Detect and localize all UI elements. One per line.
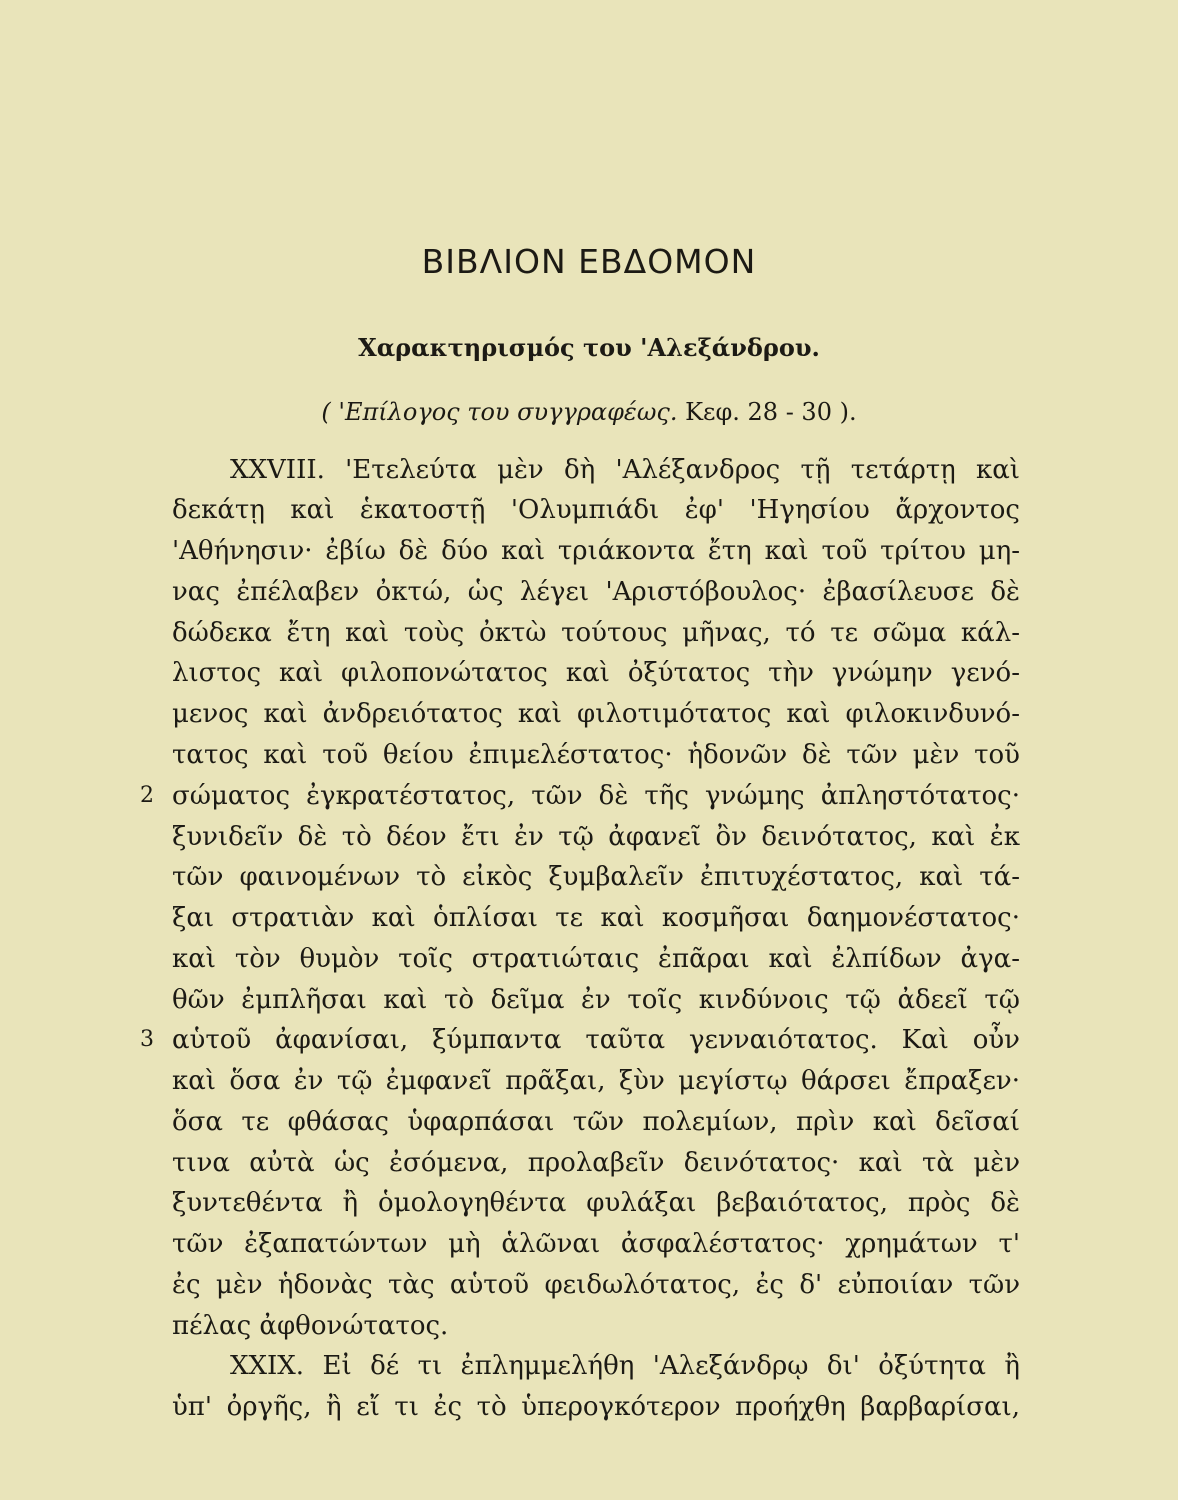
text-line: 'Αθήνησιν· ἐβίω δὲ δύο καὶ τριάκοντα ἔτη καὶ τοῦ τρίτου μη- — [172, 536, 1020, 566]
section-marker: 3 — [140, 1027, 154, 1052]
text-line: ξυνιδεῖν δὲ τὸ δέον ἔτι ἐν τῷ ἀφανεῖ ὂν δεινότατος, καὶ ἐκ — [172, 822, 1020, 852]
text-line: ξαι στρατιὰν καὶ ὁπλίσαι τε καὶ κοσμῆσαι δαημονέστατος· — [172, 903, 1020, 933]
text-line: σώματος ἐγκρατέστατος, τῶν δὲ τῆς γνώμης ἀπληστότατος· — [172, 781, 1020, 811]
text-line: XXIX. Εἰ δέ τι ἐπλημμελήθη 'Αλεξάνδρῳ δι' ὀξύτητα ἢ — [230, 1351, 1020, 1381]
text-line: ἐς μὲν ἡδονὰς τὰς αὑτοῦ φειδωλότατος, ἐς δ' εὐποιίαν τῶν — [172, 1270, 1020, 1300]
text-line: καὶ τὸν θυμὸν τοῖς στρατιώταις ἐπᾶραι καὶ ἐλπίδων ἀγα- — [172, 944, 1020, 974]
text-line: τινα αὐτὰ ὡς ἐσόμενα, προλαβεῖν δεινότατος· καὶ τὰ μὲν — [172, 1148, 1020, 1178]
text-line: θῶν ἐμπλῆσαι καὶ τὸ δεῖμα ἐν τοῖς κινδύνοις τῷ ἀδεεῖ τῷ — [172, 985, 1020, 1015]
chapter-subtitle: Χαρακτηρισμός του 'Αλεξάνδρου. — [358, 333, 820, 362]
text-line: καὶ ὅσα ἐν τῷ ἐμφανεῖ πρᾶξαι, ξὺν μεγίστῳ θάρσει ἔπραξεν· — [172, 1066, 1020, 1096]
section-marker: 2 — [140, 783, 154, 808]
text-line: ξυντεθέντα ἢ ὁμολογηθέντα φυλάξαι βεβαιότατος, πρὸς δὲ — [172, 1188, 1020, 1218]
text-line: δεκάτῃ καὶ ἑκατοστῇ 'Ολυμπιάδι ἐφ' 'Ηγησίου ἄρχοντος — [172, 495, 1020, 525]
text-line: ὅσα τε φθάσας ὑφαρπάσαι τῶν πολεμίων, πρὶν καὶ δεῖσαί — [172, 1107, 1020, 1137]
text-line: μενος καὶ ἀνδρειότατος καὶ φιλοτιμότατος καὶ φιλοκινδυνό- — [172, 699, 1020, 729]
text-line: λιστος καὶ φιλοπονώτατος καὶ ὀξύτατος τὴν γνώμην γενό- — [172, 658, 1020, 688]
text-line: ὑπ' ὀργῆς, ἢ εἴ τι ἐς τὸ ὑπερογκότερον προήχθη βαρβαρίσαι, — [172, 1392, 1020, 1422]
text-line: τῶν ἐξαπατώντων μὴ ἁλῶναι ἀσφαλέστατος· χρημάτων τ' — [172, 1229, 1020, 1259]
chapter-reference: Κεφ. 28 - 30 ). — [685, 398, 857, 426]
text-line: πέλας ἀφθονώτατος. — [172, 1311, 449, 1341]
text-line: XXVIII. 'Ετελεύτα μὲν δὴ 'Αλέξανδρος τῇ τετάρτῃ καὶ — [230, 455, 1020, 485]
text-line: δώδεκα ἔτη καὶ τοὺς ὀκτὼ τούτους μῆνας, τό τε σῶμα κάλ- — [172, 618, 1020, 648]
text-line: τατος καὶ τοῦ θείου ἐπιμελέστατος· ἡδονῶν δὲ τῶν μὲν τοῦ — [172, 740, 1020, 770]
book-title: ΒΙΒΛΙΟΝ ΕΒΔΟΜΟΝ — [421, 242, 757, 281]
text-line: αὑτοῦ ἀφανίσαι, ξύμπαντα ταῦτα γενναιότατος. Καὶ οὖν — [172, 1025, 1020, 1055]
epilogue-subtitle-text: ( 'Επίλογος του συγγραφέως. — [321, 398, 678, 426]
text-line: τῶν φαινομένων τὸ εἰκὸς ξυμβαλεῖν ἐπιτυχέστατος, καὶ τά- — [172, 862, 1020, 892]
epilogue-subtitle — [0, 398, 1178, 426]
text-line: νας ἐπέλαβεν ὀκτώ, ὡς λέγει 'Αριστόβουλος· ἐβασίλευσε δὲ — [172, 577, 1020, 607]
